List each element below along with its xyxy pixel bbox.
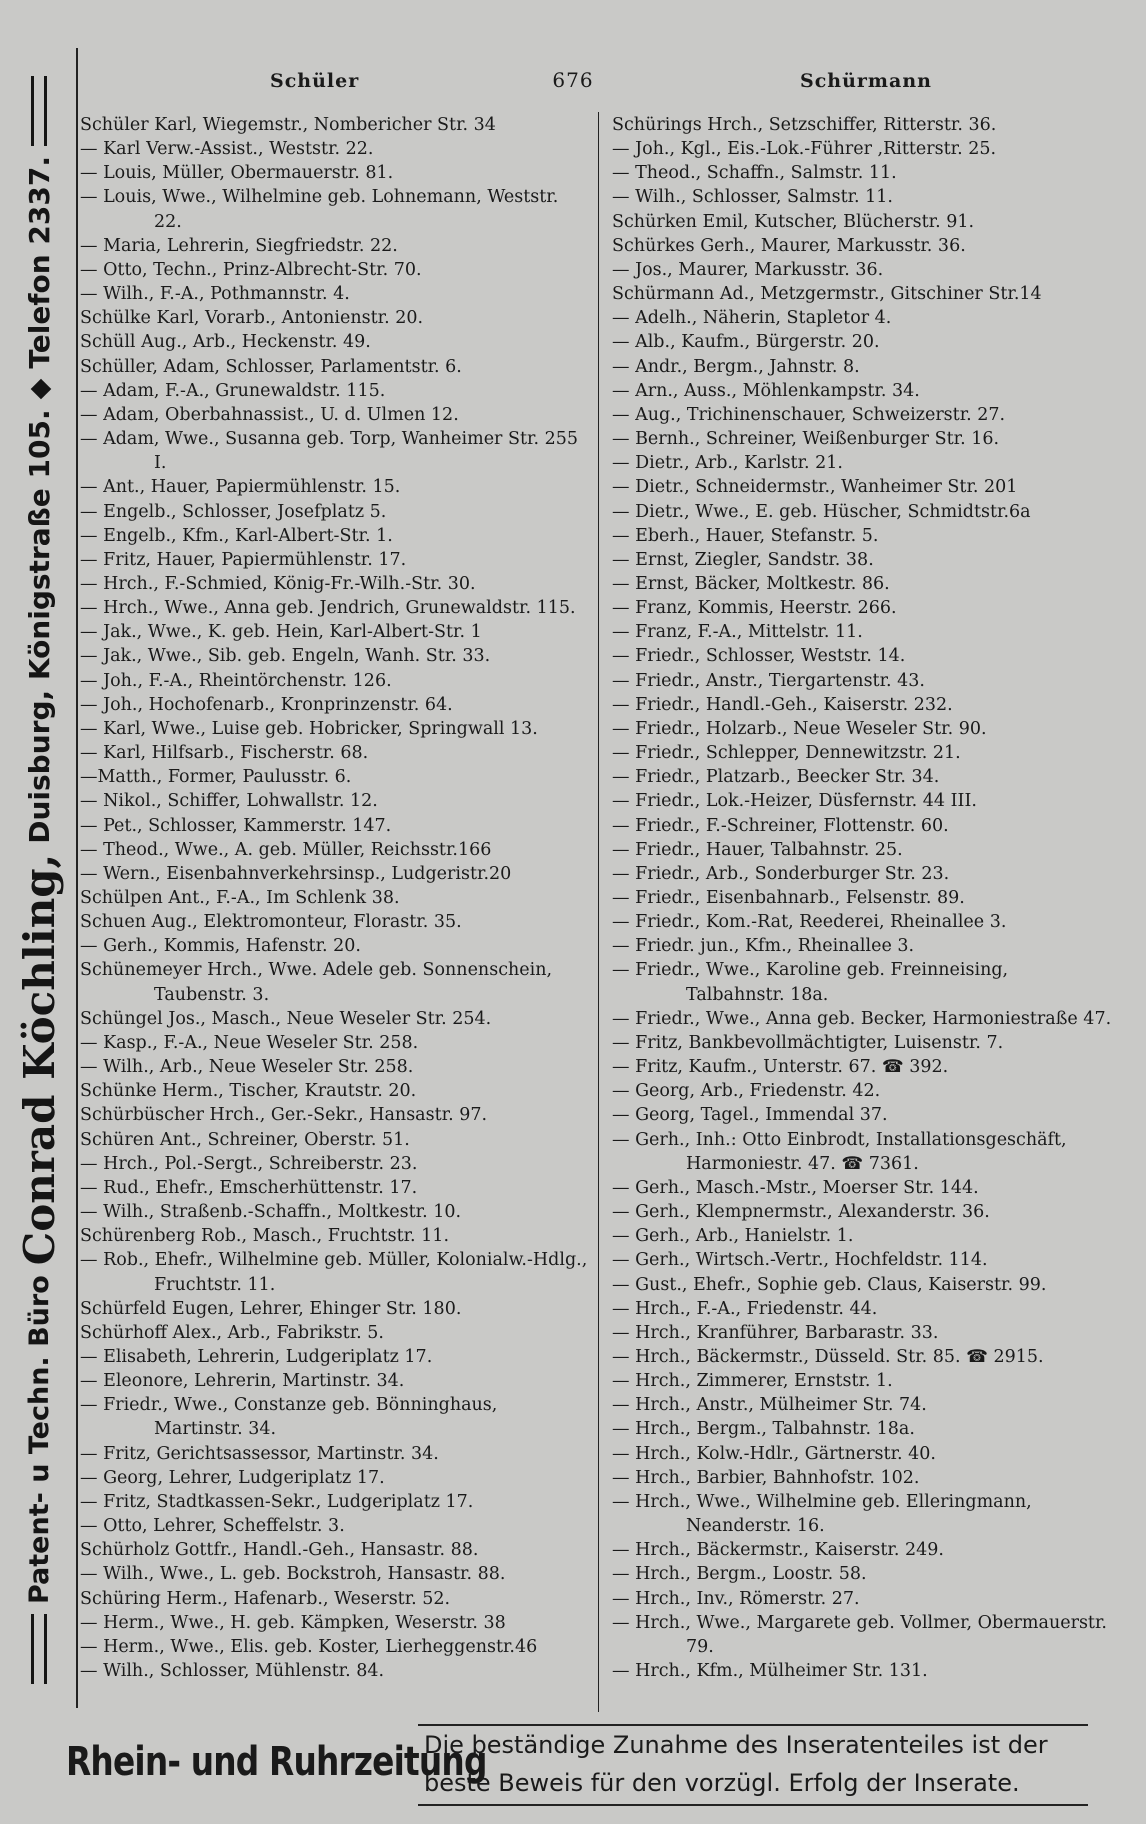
directory-entry: — Rud., Ehefr., Emscherhüttenstr. 17. xyxy=(80,1177,418,1198)
newspaper-title: Rhein- und Ruhrzeitung xyxy=(66,1739,487,1785)
directory-entry: — Karl Verw.-Assist., Weststr. 22. xyxy=(80,139,374,160)
directory-entry: — Friedr., Wwe., Karoline geb. Freinneising, Talbahnstr. 18a. xyxy=(612,960,1009,1005)
directory-entry: — Arn., Auss., Möhlenkampstr. 34. xyxy=(612,380,920,401)
directory-entry: — Ernst, Bäcker, Moltkestr. 86. xyxy=(612,573,890,594)
directory-entry: — Louis, Wwe., Wilhelmine geb. Lohnemann, Weststr. 22. xyxy=(80,187,559,232)
directory-entry: — Gerh., Klempnermstr., Alexanderstr. 36. xyxy=(612,1202,990,1223)
directory-entry: — Adam, F.-A., Grunewaldstr. 115. xyxy=(80,380,386,401)
directory-entry: — Fritz, Gerichtsassessor, Martinstr. 34. xyxy=(80,1443,439,1464)
directory-entry: — Joh., Kgl., Eis.-Lok.-Führer ,Ritterstr. 25. xyxy=(612,139,997,160)
directory-entry: — Friedr., Lok.-Heizer, Düsfernstr. 44 III. xyxy=(612,791,977,812)
directory-entry: — Engelb., Schlosser, Josefplatz 5. xyxy=(80,501,387,522)
directory-entry: — Hrch., Zimmerer, Ernststr. 1. xyxy=(612,1371,893,1392)
directory-entry: — Friedr., Wwe., Anna geb. Becker, Harmoniestraße 47. xyxy=(612,1008,1112,1029)
directory-entry: — Friedr., Platzarb., Beecker Str. 34. xyxy=(612,767,940,788)
directory-entry: — Karl, Wwe., Luise geb. Hobricker, Springwall 13. xyxy=(80,718,538,739)
side-ad-address: Duisburg, Königstraße 105. xyxy=(22,409,56,844)
directory-entry: — Wilh., Schlosser, Salmstr. 11. xyxy=(612,187,893,208)
directory-entry: — Dietr., Schneidermstr., Wanheimer Str. 201 xyxy=(612,477,1018,498)
directory-entry: — Karl, Hilfsarb., Fischerstr. 68. xyxy=(80,743,369,764)
directory-entry: Schünemeyer Hrch., Wwe. Adele geb. Sonnenschein, Taubenstr. 3. xyxy=(80,960,553,1005)
directory-entry: — Elisabeth, Lehrerin, Ludgeriplatz 17. xyxy=(80,1346,433,1367)
directory-entry: — Jos., Maurer, Markusstr. 36. xyxy=(612,259,884,280)
directory-entry: — Friedr., Schlosser, Weststr. 14. xyxy=(612,646,906,667)
directory-entry: — Adelh., Näherin, Stapletor 4. xyxy=(612,308,892,329)
page-number: 676 xyxy=(552,68,594,92)
directory-entry: — Hrch., Anstr., Mülheimer Str. 74. xyxy=(612,1395,927,1416)
directory-entry: Schülke Karl, Vorarb., Antonienstr. 20. xyxy=(80,308,424,329)
directory-entry: — Hrch., F.-Schmied, König-Fr.-Wilh.-Str. 30. xyxy=(80,573,476,594)
directory-entry: — Jak., Wwe., Sib. geb. Engeln, Wanh. Str. 33. xyxy=(80,646,491,667)
directory-entry: — Friedr., Eisenbahnarb., Felsenstr. 89. xyxy=(612,888,965,908)
side-ad-name: Conrad Köchling, xyxy=(14,853,64,1266)
directory-entry: — Fritz, Kaufm., Unterstr. 67. ☎ 392. xyxy=(612,1057,949,1078)
directory-entry: — Hrch., Kolw.-Hdlr., Gärtnerstr. 40. xyxy=(612,1443,936,1464)
directory-entry: — Gerh., Arb., Hanielstr. 1. xyxy=(612,1226,854,1247)
directory-entry: — Aug., Trichinenschauer, Schweizerstr. 27. xyxy=(612,404,1006,425)
directory-entry: — Wilh., Arb., Neue Weseler Str. 258. xyxy=(80,1057,414,1078)
side-ad-line1: Patent- u Techn. Büro xyxy=(23,1275,55,1605)
directory-entry: — Hrch., Pol.-Sergt., Schreiberstr. 23. xyxy=(80,1153,418,1174)
right-column xyxy=(612,113,1112,1683)
directory-entry: — Dietr., Arb., Karlstr. 21. xyxy=(612,453,843,474)
directory-entry: — Maria, Lehrerin, Siegfriedstr. 22. xyxy=(80,235,398,256)
directory-entry: — Otto, Lehrer, Scheffelstr. 3. xyxy=(80,1516,345,1537)
directory-entry: — Gerh., Kommis, Hafenstr. 20. xyxy=(80,936,361,957)
directory-entry: — Eberh., Hauer, Stefanstr. 5. xyxy=(612,525,879,546)
directory-entry: — Friedr. jun., Kfm., Rheinallee 3. xyxy=(612,936,915,957)
directory-entry: — Wilh., Schlosser, Mühlenstr. 84. xyxy=(80,1661,385,1681)
left-column xyxy=(80,113,590,1683)
directory-entry: — Wern., Eisenbahnverkehrsinsp., Ludgeristr.20 xyxy=(80,863,512,884)
directory-entry: — Hrch., Bergm., Loostr. 58. xyxy=(612,1564,867,1585)
directory-entry: Schüll Aug., Arb., Heckenstr. 49. xyxy=(80,332,371,353)
directory-entry: — Friedr., Handl.-Geh., Kaiserstr. 232. xyxy=(612,694,953,715)
directory-entry: — Gerh., Wirtsch.-Vertr., Hochfeldstr. 114. xyxy=(612,1250,988,1271)
directory-entry: — Wilh., F.-A., Pothmannstr. 4. xyxy=(80,284,350,305)
directory-entry: — Friedr., Kom.-Rat, Reederei, Rheinallee 3. xyxy=(612,912,1007,933)
directory-entry: — Hrch., Kranführer, Barbarastr. 33. xyxy=(612,1322,939,1343)
slogan-line1: Die beständige Zunahme des Inseratenteiles ist der xyxy=(424,1731,1048,1759)
directory-entry: — Hrch., Bäckermstr., Kaiserstr. 249. xyxy=(612,1540,944,1561)
directory-entry: Schürken Emil, Kutscher, Blücherstr. 91. xyxy=(612,211,975,232)
directory-entry: — Herm., Wwe., Elis. geb. Koster, Lierheggenstr.46 xyxy=(80,1636,538,1657)
directory-entry: — Ernst, Ziegler, Sandstr. 38. xyxy=(612,549,874,570)
directory-entry: — Hrch., Wwe., Margarete geb. Vollmer, Obermauerstr. 79. xyxy=(612,1612,1107,1657)
directory-entry: —Matth., Former, Paulusstr. 6. xyxy=(80,767,352,788)
directory-entry: — Georg, Lehrer, Ludgeriplatz 17. xyxy=(80,1467,385,1488)
header-right-keyword: Schürmann xyxy=(800,70,932,92)
directory-entry: — Hrch., Kfm., Mülheimer Str. 131. xyxy=(612,1661,928,1681)
directory-entry: — Bernh., Schreiner, Weißenburger Str. 16. xyxy=(612,429,1000,450)
directory-entry: Schürhoff Alex., Arb., Fabrikstr. 5. xyxy=(80,1322,384,1343)
directory-entry: — Rob., Ehefr., Wilhelmine geb. Müller, Kolonialw.-Hdlg., Fruchtstr. 11. xyxy=(80,1250,588,1295)
directory-entry: — Hrch., Barbier, Bahnhofstr. 102. xyxy=(612,1467,920,1488)
directory-entry: — Franz, Kommis, Heerstr. 266. xyxy=(612,598,897,619)
directory-entry: — Hrch., Bergm., Talbahnstr. 18a. xyxy=(612,1419,915,1440)
directory-entry: — Friedr., Holzarb., Neue Weseler Str. 90. xyxy=(612,718,987,739)
directory-entry: — Louis, Müller, Obermauerstr. 81. xyxy=(80,163,394,184)
directory-entry: — Theod., Wwe., A. geb. Müller, Reichsstr.166 xyxy=(80,839,492,860)
directory-entry: — Hrch., Bäckermstr., Düsseld. Str. 85. ☎ 2915. xyxy=(612,1346,1044,1367)
directory-entry: Schüring Herm., Hafenarb., Weserstr. 52. xyxy=(80,1588,451,1609)
directory-entry: — Gerh., Masch.-Mstr., Moerser Str. 144. xyxy=(612,1177,979,1198)
advertisement-slogan xyxy=(418,1724,1088,1806)
directory-entry: Schürbüscher Hrch., Ger.-Sekr., Hansastr. 97. xyxy=(80,1105,488,1126)
directory-entry: — Joh., Hochofenarb., Kronprinzenstr. 64. xyxy=(80,694,453,715)
directory-entry: — Friedr., Anstr., Tiergartenstr. 43. xyxy=(612,670,925,691)
directory-entry: — Alb., Kaufm., Bürgerstr. 20. xyxy=(612,332,880,353)
directory-entry: — Nikol., Schiffer, Lohwallstr. 12. xyxy=(80,791,378,812)
diamond-icon: ◆ xyxy=(23,378,55,400)
directory-entry: Schülpen Ant., F.-A., Im Schlenk 38. xyxy=(80,888,400,908)
directory-entry: Schürings Hrch., Setzschiffer, Ritterstr. 36. xyxy=(612,115,997,135)
directory-entry: — Fritz, Hauer, Papiermühlenstr. 17. xyxy=(80,549,407,570)
directory-entry: — Wilh., Straßenb.-Schaffn., Moltkestr. 10. xyxy=(80,1202,462,1223)
directory-entry: — Georg, Arb., Friedenstr. 42. xyxy=(612,1081,881,1102)
directory-entry: — Georg, Tagel., Immendal 37. xyxy=(612,1105,888,1126)
directory-entry: — Andr., Bergm., Jahnstr. 8. xyxy=(612,356,860,377)
directory-entry: — Friedr., F.-Schreiner, Flottenstr. 60. xyxy=(612,815,949,836)
directory-entry: — Eleonore, Lehrerin, Martinstr. 34. xyxy=(80,1371,405,1392)
directory-entry: — Pet., Schlosser, Kammerstr. 147. xyxy=(80,815,392,836)
directory-entry: Schürkes Gerh., Maurer, Markusstr. 36. xyxy=(612,235,966,256)
side-ad-phone: Telefon 2337. xyxy=(22,156,56,369)
directory-entry: Schürenberg Rob., Masch., Fruchtstr. 11. xyxy=(80,1226,450,1247)
left-border-line xyxy=(76,48,78,1708)
directory-entry: — Hrch., F.-A., Friedenstr. 44. xyxy=(612,1298,878,1319)
directory-entry: — Ant., Hauer, Papiermühlenstr. 15. xyxy=(80,477,401,498)
directory-entry: — Friedr., Schlepper, Dennewitzstr. 21. xyxy=(612,743,961,764)
directory-entry: — Friedr., Arb., Sonderburger Str. 23. xyxy=(612,863,950,884)
column-divider xyxy=(598,112,599,1712)
header-left-keyword: Schüler xyxy=(270,70,360,92)
directory-entry: — Engelb., Kfm., Karl-Albert-Str. 1. xyxy=(80,525,393,546)
directory-entry: — Jak., Wwe., K. geb. Hein, Karl-Albert-Str. 1 xyxy=(80,622,482,643)
directory-entry: — Hrch., Wwe., Anna geb. Jendrich, Grunewaldstr. 115. xyxy=(80,598,576,619)
directory-entry: — Gust., Ehefr., Sophie geb. Claus, Kaiserstr. 99. xyxy=(612,1274,1047,1295)
directory-entry: Schuen Aug., Elektromonteur, Florastr. 35. xyxy=(80,912,462,933)
directory-entry: — Friedr., Hauer, Talbahnstr. 25. xyxy=(612,839,903,860)
directory-entry: — Fritz, Stadtkassen-Sekr., Ludgeriplatz 17. xyxy=(80,1491,474,1512)
slogan-line2: beste Beweis für den vorzügl. Erfolg der Inserate. xyxy=(424,1769,1020,1797)
directory-entry: — Franz, F.-A., Mittelstr. 11. xyxy=(612,622,863,643)
directory-entry: — Hrch., Wwe., Wilhelmine geb. Elleringmann, Neanderstr. 16. xyxy=(612,1491,1032,1537)
directory-entry: Schünke Herm., Tischer, Krautstr. 20. xyxy=(80,1081,417,1102)
directory-entry: — Herm., Wwe., H. geb. Kämpken, Weserstr. 38 xyxy=(80,1612,506,1633)
directory-entry: Schürmann Ad., Metzgermstr., Gitschiner Str.14 xyxy=(612,284,1042,305)
directory-entry: Schüren Ant., Schreiner, Oberstr. 51. xyxy=(80,1129,410,1150)
directory-entry: Schürholz Gottfr., Handl.-Geh., Hansastr. 88. xyxy=(80,1540,479,1561)
directory-entry: — Adam, Oberbahnassist., U. d. Ulmen 12. xyxy=(80,404,459,425)
directory-entry: — Wilh., Wwe., L. geb. Bockstroh, Hansastr. 88. xyxy=(80,1564,506,1585)
side-advertisement-text xyxy=(11,70,67,1690)
directory-entry: — Kasp., F.-A., Neue Weseler Str. 258. xyxy=(80,1032,419,1053)
directory-entry: Schüller, Adam, Schlosser, Parlamentstr. 6. xyxy=(80,356,462,377)
directory-entry: Schürfeld Eugen, Lehrer, Ehinger Str. 180. xyxy=(80,1298,462,1319)
directory-entry: — Hrch., Inv., Römerstr. 27. xyxy=(612,1588,860,1609)
directory-entry: — Adam, Wwe., Susanna geb. Torp, Wanheimer Str. 255 I. xyxy=(80,429,578,474)
decorative-rule xyxy=(31,1614,47,1684)
directory-entry: Schüngel Jos., Masch., Neue Weseler Str. 254. xyxy=(80,1008,492,1029)
side-advertisement xyxy=(8,50,70,1710)
directory-entry: — Otto, Techn., Prinz-Albrecht-Str. 70. xyxy=(80,259,422,280)
directory-entry: — Joh., F.-A., Rheintörchenstr. 126. xyxy=(80,670,392,691)
bottom-advertisement xyxy=(66,1720,1106,1810)
directory-entry: — Fritz, Bankbevollmächtigter, Luisenstr. 7. xyxy=(612,1032,1004,1053)
directory-entry: Schüler Karl, Wiegemstr., Nombericher Str. 34 xyxy=(80,115,496,135)
directory-entry: — Gerh., Inh.: Otto Einbrodt, Installationsgeschäft, Harmoniestr. 47. ☎ 7361. xyxy=(612,1129,1067,1174)
directory-entry: — Friedr., Wwe., Constanze geb. Bönninghaus, Martinstr. 34. xyxy=(80,1395,498,1440)
directory-entry: — Theod., Schaffn., Salmstr. 11. xyxy=(612,163,897,184)
directory-entry: — Dietr., Wwe., E. geb. Hüscher, Schmidtstr.6a xyxy=(612,501,1031,522)
